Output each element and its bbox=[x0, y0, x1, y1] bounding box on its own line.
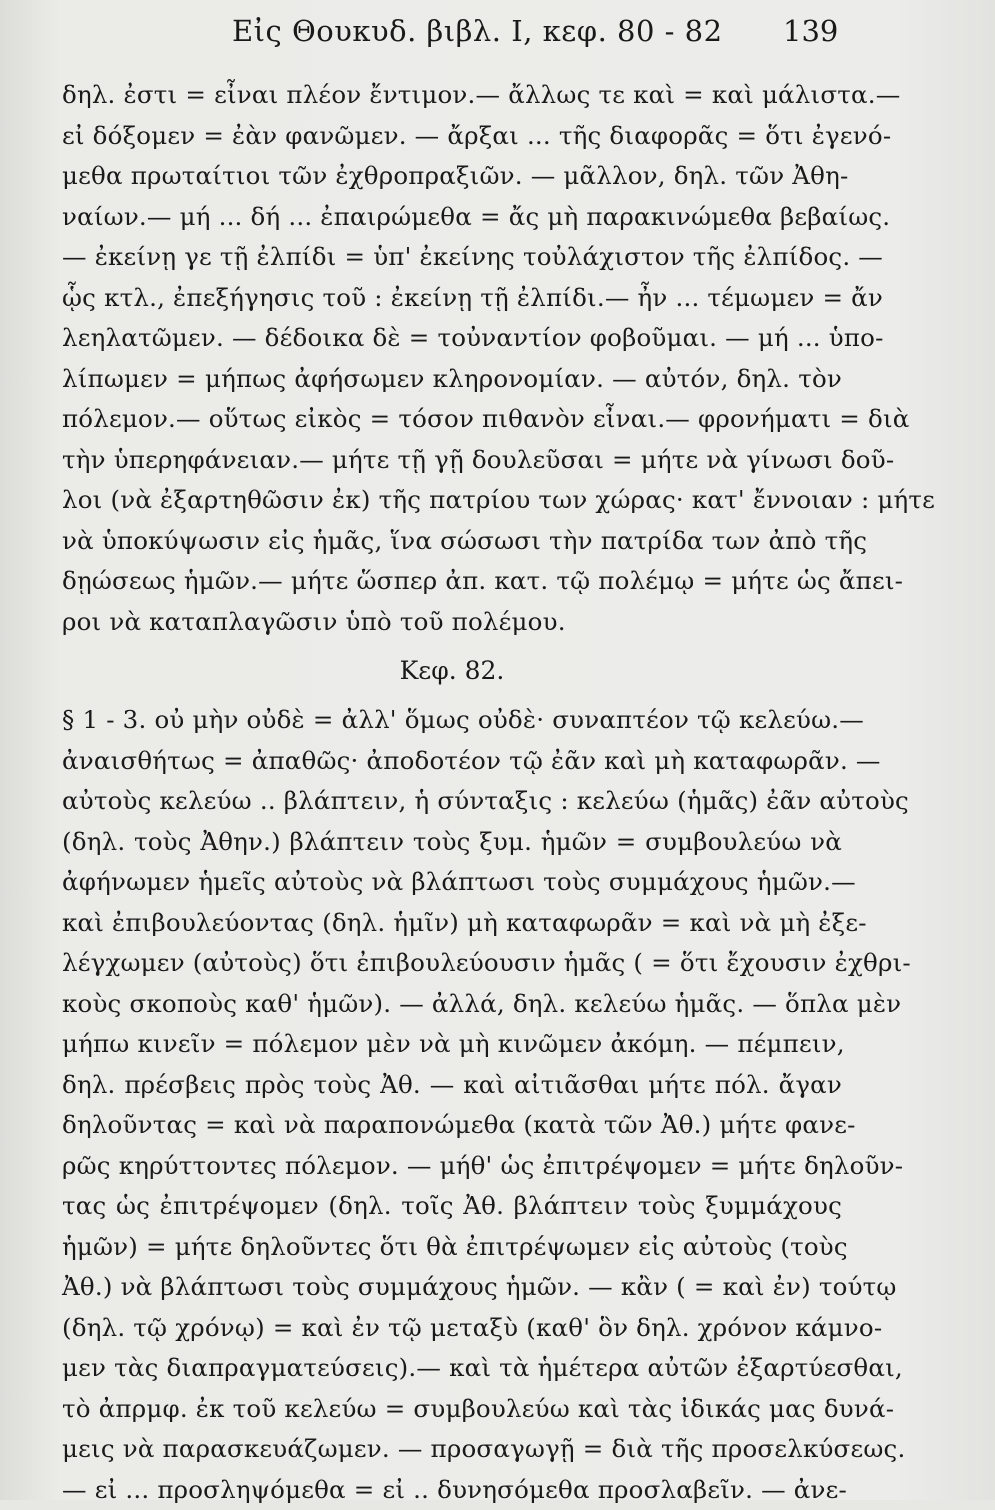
text-line: λοι (νὰ ἐξαρτηθῶσιν ἐκ) τῆς πατρίου των χώρας· κατ' ἔννοιαν : μήτε bbox=[62, 480, 842, 521]
paragraph-commentary-ch81 bbox=[62, 75, 842, 642]
text-line: λέγχωμεν (αὐτοὺς) ὅτι ἐπιβουλεύουσιν ἡμᾶς ( = ὅτι ἔχουσιν ἐχθρι- bbox=[62, 943, 842, 984]
running-title: Εἰς Θουκυδ. βιβλ. Ι, κεφ. 80 - 82 bbox=[232, 14, 723, 48]
text-line: μεθα πρωταίτιοι τῶν ἐχθροπραξιῶν. — μᾶλλον, δηλ. τῶν Ἀθη- bbox=[62, 156, 842, 197]
text-line: (δηλ. τοὺς Ἀθην.) βλάπτειν τοὺς ξυμ. ἡμῶν = συμβουλεύω νὰ bbox=[62, 822, 842, 863]
paragraph-commentary-ch82 bbox=[62, 700, 842, 1510]
text-line: ἀναισθήτως = ἀπαθῶς· ἀποδοτέον τῷ ἐᾶν καὶ μὴ καταφωρᾶν. — bbox=[62, 741, 842, 782]
text-line: — ἐκείνῃ γε τῇ ἐλπίδι = ὑπ' ἐκείνης τοὐλάχιστον τῆς ἐλπίδος. — bbox=[62, 237, 842, 278]
section-heading: Κεφ. 82. bbox=[62, 642, 842, 700]
commentary-text bbox=[62, 75, 842, 1510]
text-line: νὰ ὑποκύψωσιν εἰς ἡμᾶς, ἵνα σώσωσι τὴν πατρίδα των ἀπὸ τῆς bbox=[62, 521, 842, 562]
text-line: αὐτοὺς κελεύω .. βλάπτειν, ἡ σύνταξις : κελεύω (ἡμᾶς) ἐᾶν αὐτοὺς bbox=[62, 781, 842, 822]
text-line: κοὺς σκοποὺς καθ' ἡμῶν). — ἀλλά, δηλ. κελεύω ἡμᾶς. — ὅπλα μὲν bbox=[62, 984, 842, 1025]
text-line: δηλοῦντας = καὶ νὰ παραπονώμεθα (κατὰ τῶν Ἀθ.) μήτε φανε- bbox=[62, 1105, 842, 1146]
text-line: δηλ. ἐστι = εἶναι πλέον ἔντιμον.— ἄλλως τε καὶ = καὶ μάλιστα.— bbox=[62, 75, 842, 116]
text-line: ρῶς κηρύττοντες πόλεμον. — μήθ' ὡς ἐπιτρέψομεν = μήτε δηλοῦν- bbox=[62, 1146, 842, 1187]
text-line: λίπωμεν = μήπως ἀφήσωμεν κληρονομίαν. — αὐτόν, δηλ. τὸν bbox=[62, 359, 842, 400]
text-line: Ἀθ.) νὰ βλάπτωσι τοὺς συμμάχους ἡμῶν. — κἂν ( = καὶ ἐν) τούτῳ bbox=[62, 1267, 842, 1308]
text-line: § 1 - 3. οὐ μὴν οὐδὲ = ἀλλ' ὅμως οὐδὲ· συναπτέον τῷ κελεύω.— bbox=[62, 700, 842, 741]
text-line: δῃώσεως ἡμῶν.— μήτε ὥσπερ ἀπ. κατ. τῷ πολέμῳ = μήτε ὡς ἄπει- bbox=[62, 561, 842, 602]
text-line: ᾧς κτλ., ἐπεξήγησις τοῦ : ἐκείνῃ τῇ ἐλπίδι.— ἦν ... τέμωμεν = ἄν bbox=[62, 278, 842, 319]
text-line: — εἰ ... προσληψόμεθα = εἰ .. δυνησόμεθα προσλαβεῖν. — ἀνε- bbox=[62, 1470, 842, 1510]
text-line: καὶ ἐπιβουλεύοντας (δηλ. ἡμῖν) μὴ καταφωρᾶν = καὶ νὰ μὴ ἐξε- bbox=[62, 903, 842, 944]
text-line: μήπω κινεῖν = πόλεμον μὲν νὰ μὴ κινῶμεν ἀκόμη. — πέμπειν, bbox=[62, 1024, 842, 1065]
text-line: ροι νὰ καταπλαγῶσιν ὑπὸ τοῦ πολέμου. bbox=[62, 602, 842, 643]
text-line: πόλεμον.— οὕτως εἰκὸς = τόσον πιθανὸν εἶναι.— φρονήματι = διὰ bbox=[62, 399, 842, 440]
text-line: ἡμῶν) = μήτε δηλοῦντες ὅτι θὰ ἐπιτρέψωμεν εἰς αὐτοὺς (τοὺς bbox=[62, 1227, 842, 1268]
text-line: τὴν ὑπερηφάνειαν.— μήτε τῇ γῇ δουλεῦσαι = μήτε νὰ γίνωσι δοῦ- bbox=[62, 440, 842, 481]
text-line: (δηλ. τῷ χρόνῳ) = καὶ ἐν τῷ μεταξὺ (καθ' ὃν δηλ. χρόνον κάμνο- bbox=[62, 1308, 842, 1349]
text-line: μεις νὰ παρασκευάζωμεν. — προσαγωγῇ = διὰ τῆς προσελκύσεως. bbox=[62, 1429, 842, 1470]
text-line: τὸ ἀπρμφ. ἐκ τοῦ κελεύω = συμβουλεύω καὶ τὰς ἰδικάς μας δυνά- bbox=[62, 1389, 842, 1430]
text-line: εἰ δόξομεν = ἐὰν φανῶμεν. — ἄρξαι ... τῆς διαφορᾶς = ὅτι ἐγενό- bbox=[62, 116, 842, 157]
text-line: τας ὡς ἐπιτρέψομεν (δηλ. τοῖς Ἀθ. βλάπτειν τοὺς ξυμμάχους bbox=[62, 1186, 842, 1227]
text-line: μεν τὰς διαπραγματεύσεις).— καὶ τὰ ἡμέτερα αὐτῶν ἐξαρτύεσθαι, bbox=[62, 1348, 842, 1389]
page-number: 139 bbox=[783, 14, 838, 48]
text-line: λεηλατῶμεν. — δέδοικα δὲ = τοὐναντίον φοβοῦμαι. — μή ... ὑπο- bbox=[62, 318, 842, 359]
text-line: δηλ. πρέσβεις πρὸς τοὺς Ἀθ. — καὶ αἰτιᾶσθαι μήτε πόλ. ἄγαν bbox=[62, 1065, 842, 1106]
text-line: ναίων.— μή ... δή ... ἐπαιρώμεθα = ἄς μὴ παρακινώμεθα βεβαίως. bbox=[62, 197, 842, 238]
running-head bbox=[0, 14, 995, 54]
text-line: ἀφήνωμεν ἡμεῖς αὐτοὺς νὰ βλάπτωσι τοὺς συμμάχους ἡμῶν.— bbox=[62, 862, 842, 903]
